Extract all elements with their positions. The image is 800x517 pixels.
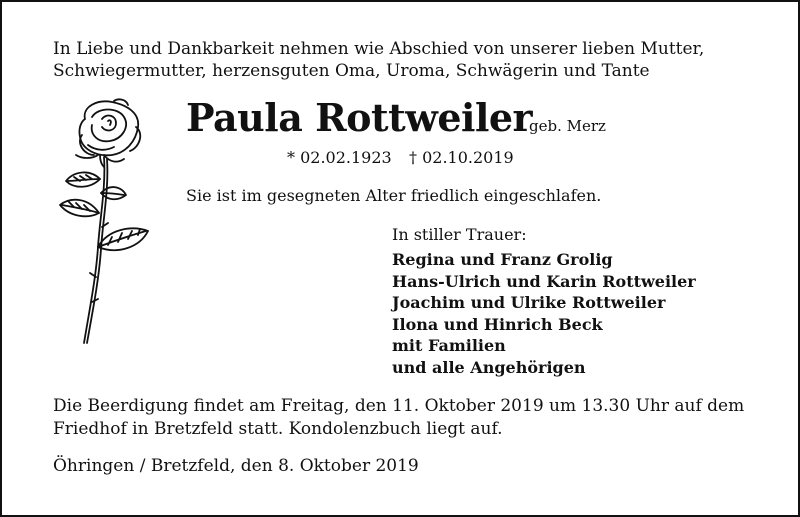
mourner-entry: Joachim und Ulrike Rottweiler: [392, 293, 666, 313]
funeral-text: [53, 395, 744, 441]
place-date: Öhringen / Bretzfeld, den 8. Oktober 2019: [53, 456, 419, 476]
intro-line-1: In Liebe und Dankbarkeit nehmen wie Abschied von unserer lieben Mutter,: [53, 39, 705, 59]
funeral-line-1: Die Beerdigung findet am Freitag, den 11. Oktober 2019 um 13.30 Uhr auf dem: [53, 396, 745, 416]
mourner-entry: mit Familien: [392, 336, 506, 356]
mourner-entry: und alle Angehörigen: [392, 357, 586, 377]
intro-text: [53, 38, 704, 82]
funeral-line-2: Friedhof in Bretzfeld statt. Kondolenzbuch liegt auf.: [53, 419, 503, 439]
maiden-name: geb. Merz: [529, 117, 606, 135]
sleep-text: Sie ist im gesegneten Alter friedlich eingeschlafen.: [186, 186, 602, 205]
birth-date: * 02.02.1923: [287, 148, 392, 167]
mourning-intro: In stiller Trauer:: [392, 225, 527, 244]
mourners-list: [392, 249, 696, 379]
rose-icon: [52, 97, 154, 345]
mourner-entry: Regina und Franz Grolig: [392, 250, 613, 269]
deceased-name: Paula Rottweiler: [186, 95, 533, 140]
mourner-entry: Ilona und Hinrich Beck: [392, 314, 603, 334]
intro-line-2: Schwiegermutter, herzensguten Oma, Uroma, Schwägerin und Tante: [53, 61, 650, 81]
mourner-entry: Hans-Ulrich und Karin Rottweiler: [392, 271, 696, 291]
death-date: † 02.10.2019: [409, 148, 514, 167]
